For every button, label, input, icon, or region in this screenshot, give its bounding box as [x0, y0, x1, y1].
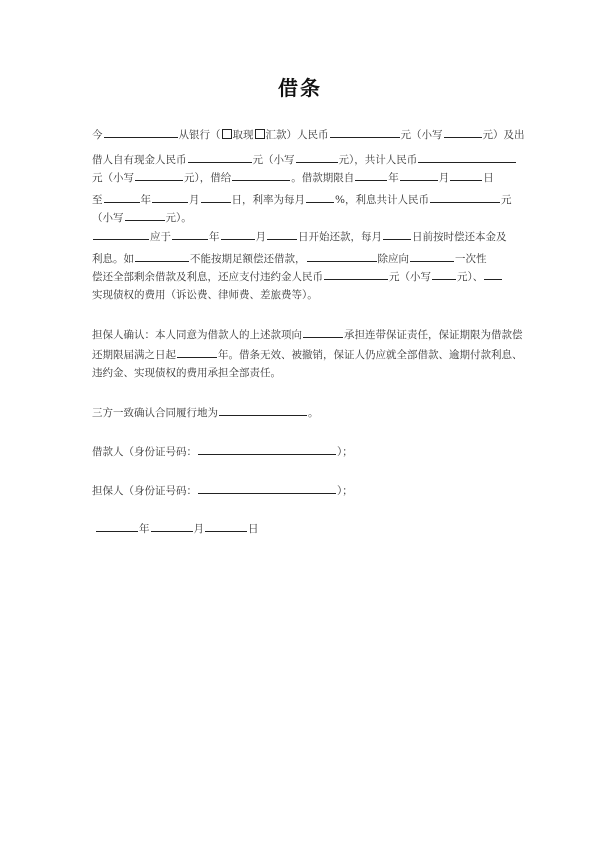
text: 元（小写: [92, 172, 134, 184]
guarantee-years-field[interactable]: [177, 346, 217, 358]
text: （小写: [92, 212, 124, 224]
text: 元（小写: [252, 154, 295, 166]
text: 不能按期足额偿还借款，: [190, 253, 306, 265]
text: 年: [209, 231, 220, 243]
text: 今: [92, 129, 103, 141]
para1-line1: [92, 126, 525, 142]
cash-amount-lowercase-field[interactable]: [296, 151, 338, 163]
text: 年: [388, 172, 399, 184]
sign-month-field[interactable]: [151, 520, 193, 532]
text: 三方一致确认合同履行地为: [92, 407, 218, 419]
date-line: [95, 520, 259, 536]
text: 年。借条无效、被撤销，保证人仍应就全部借款、逾期付款利息、: [218, 349, 523, 361]
text: 偿还全部剩余借款及利息，还应支付违约金人民币: [92, 271, 323, 283]
text: 一次性: [455, 253, 487, 265]
text: 月: [193, 523, 204, 535]
document-title: 借条: [278, 76, 322, 100]
text: 实现债权的费用（诉讼费、律师费、差旅费等）。: [92, 289, 318, 301]
repay-day-field[interactable]: [267, 228, 297, 240]
text: 元），借给: [184, 172, 232, 184]
sign-day-field[interactable]: [205, 520, 247, 532]
para2-line4: [92, 288, 318, 302]
text: 日，利率为每月: [231, 194, 305, 206]
text: 担保人（身份证号码：: [92, 485, 197, 497]
para1-line5: [92, 209, 192, 225]
borrower-field-3[interactable]: [307, 250, 377, 262]
end-day-field[interactable]: [201, 191, 231, 203]
penalty-amount-field[interactable]: [324, 268, 388, 280]
amount-field[interactable]: [330, 126, 400, 138]
borrower-line: [92, 443, 353, 459]
text: 月: [438, 172, 450, 184]
para2-line3: [92, 268, 503, 284]
text: 借款人（身份证号码：: [92, 446, 197, 458]
borrower-field[interactable]: [93, 228, 149, 240]
start-year-field[interactable]: [355, 169, 387, 181]
para2-line1: [92, 228, 507, 244]
text: 元）、: [457, 271, 484, 283]
text: 取现: [232, 129, 254, 141]
text: 元），共计人民币: [338, 154, 418, 166]
text: 担保人确认：本人同意为借款人的上述款项向: [92, 329, 302, 341]
penalty-lowercase-field[interactable]: [432, 268, 456, 280]
text: 违约金、实现债权的费用承担全部责任。: [92, 367, 281, 379]
borrower-name-field[interactable]: [232, 169, 290, 181]
text: 年: [139, 523, 150, 535]
total-lowercase-field[interactable]: [135, 169, 183, 181]
repay-month-field[interactable]: [221, 228, 255, 240]
text: 至: [92, 194, 103, 206]
text: 还期限届满之日起: [92, 349, 176, 361]
guarantor-line: [92, 482, 353, 498]
text: 。: [308, 407, 319, 419]
checkbox-cash[interactable]: [222, 129, 232, 139]
text: 月: [189, 194, 200, 206]
text: 汇款）人民币: [265, 129, 329, 141]
monthly-day-field[interactable]: [383, 228, 411, 240]
para3-line2: [92, 346, 523, 362]
place-line: [92, 404, 319, 420]
text: 利息。如: [92, 253, 134, 265]
para3-line3: [92, 366, 281, 380]
cash-amount-field[interactable]: [188, 151, 252, 163]
extra-field[interactable]: [484, 268, 502, 280]
checkbox-transfer[interactable]: [255, 129, 265, 139]
text: 日: [483, 172, 494, 184]
borrower-id-field[interactable]: [198, 443, 336, 455]
text: ）；: [337, 446, 353, 458]
para3-line1: [92, 326, 523, 342]
text: 承担连带保证责任，保证期限为借款偿: [344, 329, 523, 341]
borrower-field-2[interactable]: [135, 250, 189, 262]
interest-lowercase-field[interactable]: [125, 209, 165, 221]
text: 元（小写: [389, 271, 431, 283]
start-month-field[interactable]: [400, 169, 438, 181]
text: %，利息共计人民币: [335, 194, 429, 206]
guarantee-lender-field[interactable]: [303, 326, 343, 338]
text: 日前按时偿还本金及: [412, 231, 507, 243]
text: 。借款期限自: [291, 172, 355, 184]
text: 日开始还款，每月: [298, 231, 382, 243]
text: 除应向: [377, 253, 409, 265]
text: 日: [248, 523, 259, 535]
interest-rate-field[interactable]: [306, 191, 334, 203]
end-year-field[interactable]: [104, 191, 140, 203]
lender-field[interactable]: [410, 250, 454, 262]
repay-year-field[interactable]: [172, 228, 208, 240]
sign-year-field[interactable]: [96, 520, 138, 532]
text: ）；: [337, 485, 353, 497]
para1-line2: [92, 151, 517, 167]
para2-line2: [92, 250, 487, 266]
text: 元: [500, 194, 512, 206]
end-month-field[interactable]: [152, 191, 188, 203]
text: 年: [140, 194, 151, 206]
para1-line3: [92, 169, 494, 185]
para1-line4: [92, 191, 511, 207]
text: 元）及出: [482, 129, 525, 141]
amount-lowercase-field[interactable]: [444, 126, 482, 138]
date-field[interactable]: [104, 126, 178, 138]
total-amount-field[interactable]: [418, 151, 516, 163]
text: 从银行（: [178, 129, 221, 141]
text: 借人自有现金人民币: [92, 154, 187, 166]
text: 应于: [150, 231, 171, 243]
interest-amount-field[interactable]: [430, 191, 500, 203]
guarantor-id-field[interactable]: [198, 482, 336, 494]
text: 元）。: [165, 212, 192, 224]
text: 元（小写: [400, 129, 443, 141]
place-field[interactable]: [219, 404, 307, 416]
start-day-field[interactable]: [450, 169, 482, 181]
text: 月: [255, 231, 266, 243]
